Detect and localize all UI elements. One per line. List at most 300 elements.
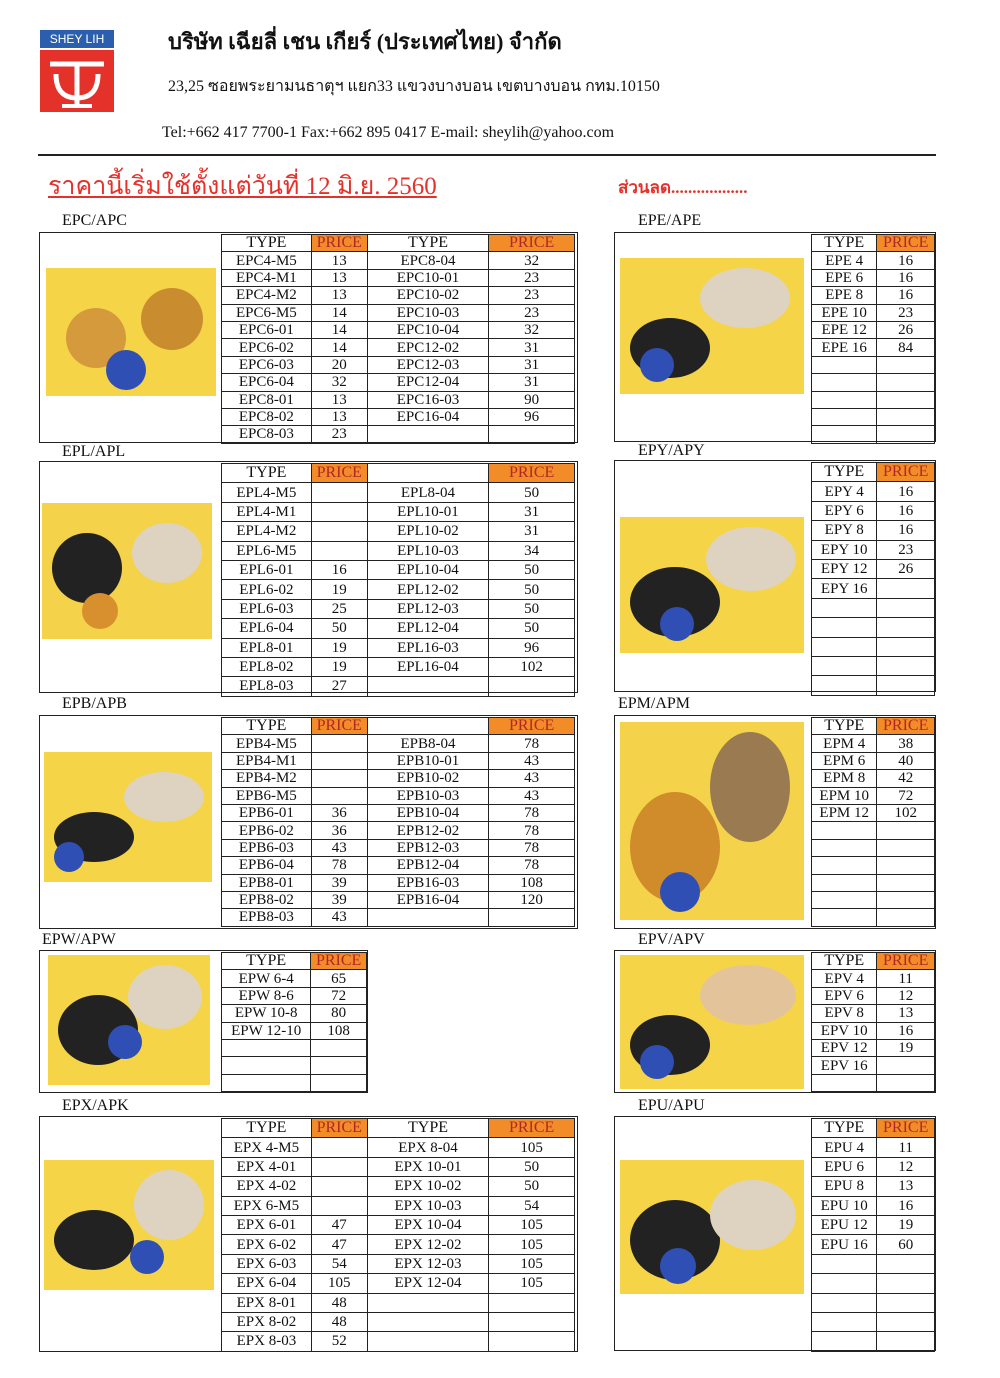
table-row xyxy=(222,677,575,696)
price-cell: 52 xyxy=(311,1332,367,1351)
table-row xyxy=(222,560,575,579)
price-cell: 78 xyxy=(489,839,575,856)
price-cell: 54 xyxy=(311,1254,367,1273)
type-cell: EPL8-03 xyxy=(222,677,312,696)
table-row xyxy=(222,339,575,356)
price-table-epl xyxy=(221,463,575,697)
price-cell xyxy=(877,1274,935,1293)
type-cell: EPX 4-01 xyxy=(222,1157,312,1176)
price-cell: 26 xyxy=(877,321,935,338)
column-header-price: PRICE xyxy=(311,718,367,735)
price-cell: 50 xyxy=(489,483,575,502)
type-cell: EPC10-01 xyxy=(367,269,489,286)
table-row xyxy=(812,339,935,356)
type-cell: EPB8-04 xyxy=(367,735,489,752)
type-cell: EPY 8 xyxy=(812,521,877,540)
price-cell: 43 xyxy=(489,770,575,787)
type-cell: EPB16-03 xyxy=(367,874,489,891)
type-cell: EPL6-01 xyxy=(222,560,312,579)
type-cell: EPB12-02 xyxy=(367,822,489,839)
type-cell: EPV 6 xyxy=(812,987,877,1004)
price-cell xyxy=(877,874,935,891)
type-cell: EPU 10 xyxy=(812,1196,877,1215)
type-cell: EPC4-M5 xyxy=(222,252,312,269)
column-header-price: PRICE xyxy=(877,953,935,970)
price-cell: 31 xyxy=(489,339,575,356)
type-cell: EPC12-03 xyxy=(367,356,489,373)
price-cell: 16 xyxy=(877,269,935,286)
type-cell xyxy=(812,1254,877,1273)
type-cell: EPC10-03 xyxy=(367,304,489,321)
price-cell: 13 xyxy=(311,408,367,425)
type-cell xyxy=(812,637,877,656)
price-table-epe xyxy=(811,234,935,444)
type-cell xyxy=(812,891,877,908)
type-cell: EPB10-03 xyxy=(367,787,489,804)
price-cell: 42 xyxy=(877,770,935,787)
table-row xyxy=(812,287,935,304)
price-cell xyxy=(877,426,935,443)
table-row xyxy=(222,752,575,769)
price-cell xyxy=(311,1196,367,1215)
table-row xyxy=(812,1022,935,1039)
column-header-type: TYPE xyxy=(222,953,311,970)
type-cell: EPM 10 xyxy=(812,787,877,804)
type-cell: EPX 8-01 xyxy=(222,1293,312,1312)
price-cell xyxy=(877,656,935,675)
type-cell xyxy=(367,677,489,696)
price-cell xyxy=(311,787,367,804)
type-cell xyxy=(812,1274,877,1293)
price-cell: 16 xyxy=(311,560,367,579)
table-row xyxy=(812,1274,935,1293)
table-row xyxy=(812,787,935,804)
table-row xyxy=(812,1005,935,1022)
price-cell: 105 xyxy=(311,1274,367,1293)
table-row xyxy=(222,619,575,638)
type-cell: EPL6-M5 xyxy=(222,541,312,560)
type-cell: EPB10-01 xyxy=(367,752,489,769)
table-row xyxy=(222,580,575,599)
price-cell: 43 xyxy=(311,909,367,926)
product-photo-epu xyxy=(620,1160,804,1294)
price-cell: 102 xyxy=(489,657,575,676)
price-cell: 11 xyxy=(877,970,935,987)
table-row xyxy=(812,1235,935,1254)
price-cell: 50 xyxy=(489,1177,575,1196)
column-header-price: PRICE xyxy=(311,1119,367,1138)
price-cell: 19 xyxy=(311,638,367,657)
table-row xyxy=(222,839,575,856)
table-row xyxy=(812,1196,935,1215)
type-cell: EPB10-04 xyxy=(367,804,489,821)
section-label-epe: EPE/APE xyxy=(638,212,702,229)
type-cell: EPB8-02 xyxy=(222,891,312,908)
table-row xyxy=(222,599,575,618)
table-header-row xyxy=(812,1119,935,1138)
table-row xyxy=(222,1312,575,1331)
price-table-epc xyxy=(221,234,575,444)
type-cell xyxy=(812,618,877,637)
type-cell: EPX 12-04 xyxy=(367,1274,489,1293)
table-row xyxy=(222,970,367,987)
type-cell: EPV 10 xyxy=(812,1022,877,1039)
type-cell: EPX 10-01 xyxy=(367,1157,489,1176)
table-row xyxy=(222,269,575,286)
price-cell: 84 xyxy=(877,339,935,356)
type-cell: EPC12-02 xyxy=(367,339,489,356)
price-cell: 40 xyxy=(877,752,935,769)
table-header-row xyxy=(812,463,935,482)
price-cell: 105 xyxy=(489,1138,575,1157)
type-cell: EPL10-01 xyxy=(367,502,489,521)
price-cell: 20 xyxy=(311,356,367,373)
table-row xyxy=(812,1312,935,1331)
price-cell xyxy=(489,1293,575,1312)
table-header-row xyxy=(812,718,935,735)
price-cell xyxy=(311,502,367,521)
price-cell: 13 xyxy=(311,287,367,304)
type-cell: EPV 8 xyxy=(812,1005,877,1022)
section-label-epw: EPW/APW xyxy=(42,931,116,948)
price-cell: 27 xyxy=(311,677,367,696)
product-photo-epb xyxy=(44,752,212,882)
product-photo-epv xyxy=(620,955,804,1089)
price-cell: 43 xyxy=(311,839,367,856)
product-photo-epx xyxy=(44,1160,214,1290)
product-photo-epm xyxy=(620,722,804,920)
type-cell: EPW 12-10 xyxy=(222,1022,311,1039)
price-cell: 13 xyxy=(877,1005,935,1022)
price-cell: 16 xyxy=(877,482,935,501)
type-cell xyxy=(812,857,877,874)
company-address: 23,25 ซอยพระยามนธาตุฯ แยก33 แขวงบางบอน เขตบางบอน กทม.10150 xyxy=(168,78,660,95)
column-header-type: TYPE xyxy=(222,1119,312,1138)
price-cell xyxy=(311,1057,367,1074)
section-label-epv: EPV/APV xyxy=(638,931,705,948)
type-cell: EPB16-04 xyxy=(367,891,489,908)
price-cell xyxy=(877,374,935,391)
column-header-type: TYPE xyxy=(222,235,312,252)
price-cell: 19 xyxy=(311,657,367,676)
price-cell: 72 xyxy=(311,987,367,1004)
column-header-price: PRICE xyxy=(311,464,367,483)
table-row xyxy=(812,321,935,338)
table-row xyxy=(222,657,575,676)
price-cell: 39 xyxy=(311,874,367,891)
type-cell: EPL12-03 xyxy=(367,599,489,618)
type-cell: EPL10-02 xyxy=(367,522,489,541)
price-cell: 16 xyxy=(877,252,935,269)
price-cell: 19 xyxy=(311,580,367,599)
price-cell xyxy=(311,770,367,787)
price-cell xyxy=(877,1057,935,1074)
table-header-row xyxy=(812,953,935,970)
type-cell: EPW 8-6 xyxy=(222,987,311,1004)
price-cell: 11 xyxy=(877,1138,935,1157)
company-logo xyxy=(40,30,114,112)
table-row xyxy=(222,356,575,373)
table-row xyxy=(812,1332,935,1351)
table-row xyxy=(812,1057,935,1074)
table-row xyxy=(812,1293,935,1312)
table-row xyxy=(222,483,575,502)
type-cell: EPL12-02 xyxy=(367,580,489,599)
table-row xyxy=(222,735,575,752)
price-cell xyxy=(877,618,935,637)
table-row xyxy=(222,304,575,321)
price-cell xyxy=(311,1157,367,1176)
price-cell: 25 xyxy=(311,599,367,618)
price-cell xyxy=(877,1293,935,1312)
price-cell xyxy=(877,1332,935,1351)
price-cell xyxy=(877,1312,935,1331)
table-row xyxy=(812,1177,935,1196)
section-label-epb: EPB/APB xyxy=(62,695,127,712)
price-cell xyxy=(877,408,935,425)
table-row xyxy=(812,874,935,891)
price-cell: 72 xyxy=(877,787,935,804)
type-cell: EPV 12 xyxy=(812,1039,877,1056)
column-header-price: PRICE xyxy=(877,718,935,735)
price-cell: 80 xyxy=(311,1005,367,1022)
column-header-price: PRICE xyxy=(489,235,575,252)
type-cell: EPY 6 xyxy=(812,501,877,520)
type-cell: EPX 8-02 xyxy=(222,1312,312,1331)
table-row xyxy=(222,1057,367,1074)
type-cell: EPC6-M5 xyxy=(222,304,312,321)
type-cell: EPB4-M5 xyxy=(222,735,312,752)
type-cell: EPM 6 xyxy=(812,752,877,769)
price-cell: 13 xyxy=(311,252,367,269)
column-header-type: TYPE xyxy=(812,235,877,252)
price-cell: 14 xyxy=(311,339,367,356)
price-cell: 108 xyxy=(489,874,575,891)
price-cell: 13 xyxy=(311,391,367,408)
price-cell xyxy=(877,676,935,695)
type-cell: EPC6-02 xyxy=(222,339,312,356)
price-cell: 47 xyxy=(311,1235,367,1254)
section-label-epx: EPX/APK xyxy=(62,1097,129,1114)
price-cell: 50 xyxy=(489,619,575,638)
type-cell: EPC16-03 xyxy=(367,391,489,408)
type-cell: EPC6-01 xyxy=(222,321,312,338)
type-cell xyxy=(812,426,877,443)
price-cell xyxy=(877,598,935,617)
table-row xyxy=(812,1074,935,1091)
type-cell: EPC6-04 xyxy=(222,374,312,391)
price-cell: 31 xyxy=(489,356,575,373)
price-cell: 14 xyxy=(311,304,367,321)
type-cell: EPL6-02 xyxy=(222,580,312,599)
column-header-type: TYPE xyxy=(812,718,877,735)
table-row xyxy=(812,374,935,391)
table-row xyxy=(222,1215,575,1234)
table-row xyxy=(812,1039,935,1056)
type-cell: EPX 6-04 xyxy=(222,1274,312,1293)
price-cell: 43 xyxy=(489,752,575,769)
price-cell: 16 xyxy=(877,521,935,540)
type-cell xyxy=(812,1312,877,1331)
price-cell: 32 xyxy=(489,252,575,269)
type-cell: EPB6-01 xyxy=(222,804,312,821)
price-cell: 60 xyxy=(877,1235,935,1254)
price-cell xyxy=(311,752,367,769)
table-row xyxy=(222,1177,575,1196)
price-cell: 96 xyxy=(489,408,575,425)
type-cell: EPC8-02 xyxy=(222,408,312,425)
column-header-type xyxy=(367,464,489,483)
price-cell xyxy=(311,522,367,541)
price-cell xyxy=(311,1138,367,1157)
price-cell xyxy=(877,356,935,373)
product-photo-epc xyxy=(46,268,216,396)
type-cell: EPB6-02 xyxy=(222,822,312,839)
type-cell xyxy=(222,1074,311,1091)
type-cell: EPL8-02 xyxy=(222,657,312,676)
price-cell: 43 xyxy=(489,787,575,804)
price-cell: 105 xyxy=(489,1215,575,1234)
price-cell: 39 xyxy=(311,891,367,908)
company-name: บริษัท เฉียลี่ เชน เกียร์ (ประเทศไทย) จำกัด xyxy=(168,29,562,54)
type-cell xyxy=(812,839,877,856)
price-cell xyxy=(877,891,935,908)
table-row xyxy=(812,987,935,1004)
price-cell: 50 xyxy=(489,580,575,599)
price-cell: 13 xyxy=(877,1177,935,1196)
table-header-row xyxy=(222,464,575,483)
column-header-price: PRICE xyxy=(489,718,575,735)
column-header-price: PRICE xyxy=(877,1119,935,1138)
price-cell: 23 xyxy=(877,540,935,559)
table-row xyxy=(812,304,935,321)
column-header-type: TYPE xyxy=(812,463,877,482)
column-header-type: TYPE xyxy=(222,718,312,735)
type-cell: EPL4-M2 xyxy=(222,522,312,541)
table-row xyxy=(812,656,935,675)
price-cell: 23 xyxy=(877,304,935,321)
price-cell: 78 xyxy=(489,735,575,752)
type-cell: EPX 6-02 xyxy=(222,1235,312,1254)
price-cell: 13 xyxy=(311,269,367,286)
table-row xyxy=(222,1196,575,1215)
type-cell: EPC8-03 xyxy=(222,426,312,443)
type-cell xyxy=(812,1293,877,1312)
type-cell: EPV 4 xyxy=(812,970,877,987)
price-table-epv xyxy=(811,952,935,1092)
price-cell xyxy=(311,1177,367,1196)
price-cell xyxy=(489,909,575,926)
section-label-epc: EPC/APC xyxy=(62,212,127,229)
discount-label: ส่วนลด.................. xyxy=(618,178,748,197)
table-row xyxy=(812,391,935,408)
price-cell xyxy=(489,1312,575,1331)
price-cell: 78 xyxy=(489,822,575,839)
table-row xyxy=(222,804,575,821)
type-cell: EPV 16 xyxy=(812,1057,877,1074)
type-cell: EPL12-04 xyxy=(367,619,489,638)
type-cell: EPB4-M1 xyxy=(222,752,312,769)
table-row xyxy=(812,521,935,540)
type-cell: EPL4-M5 xyxy=(222,483,312,502)
type-cell xyxy=(812,374,877,391)
table-row xyxy=(222,1274,575,1293)
price-cell: 26 xyxy=(877,559,935,578)
type-cell xyxy=(367,1312,489,1331)
table-row xyxy=(812,1215,935,1234)
type-cell: EPM 8 xyxy=(812,770,877,787)
type-cell: EPY 16 xyxy=(812,579,877,598)
type-cell: EPX 10-03 xyxy=(367,1196,489,1215)
header-divider xyxy=(38,154,936,156)
type-cell: EPX 6-03 xyxy=(222,1254,312,1273)
table-row xyxy=(222,638,575,657)
logo-text: SHEY LIH xyxy=(40,30,114,48)
price-cell xyxy=(877,909,935,926)
type-cell: EPL16-03 xyxy=(367,638,489,657)
price-cell: 16 xyxy=(877,1196,935,1215)
type-cell: EPC6-03 xyxy=(222,356,312,373)
price-effective-date: ราคานี้เริ่มใช้ตั้งแต่วันที่ 12 มิ.ย. 2560 xyxy=(48,173,437,200)
type-cell: EPL8-01 xyxy=(222,638,312,657)
type-cell: EPY 10 xyxy=(812,540,877,559)
price-cell xyxy=(877,839,935,856)
price-cell: 34 xyxy=(489,541,575,560)
table-row xyxy=(812,356,935,373)
type-cell: EPE 12 xyxy=(812,321,877,338)
table-row xyxy=(222,426,575,443)
table-row xyxy=(222,408,575,425)
table-row xyxy=(222,1293,575,1312)
table-row xyxy=(222,1254,575,1273)
column-header-type: TYPE xyxy=(812,953,877,970)
table-row xyxy=(812,579,935,598)
type-cell: EPM 4 xyxy=(812,735,877,752)
price-cell: 19 xyxy=(877,1215,935,1234)
price-cell xyxy=(877,391,935,408)
price-cell: 78 xyxy=(311,857,367,874)
table-row xyxy=(812,857,935,874)
type-cell: EPX 8-03 xyxy=(222,1332,312,1351)
type-cell: EPU 6 xyxy=(812,1157,877,1176)
type-cell: EPL8-04 xyxy=(367,483,489,502)
type-cell xyxy=(367,909,489,926)
type-cell: EPC4-M2 xyxy=(222,287,312,304)
type-cell: EPX 6-M5 xyxy=(222,1196,312,1215)
type-cell: EPW 6-4 xyxy=(222,970,311,987)
type-cell: EPX 4-M5 xyxy=(222,1138,312,1157)
price-cell: 50 xyxy=(489,1157,575,1176)
table-row xyxy=(222,787,575,804)
column-header-type: TYPE xyxy=(367,1119,489,1138)
price-cell xyxy=(489,677,575,696)
type-cell: EPM 12 xyxy=(812,804,877,821)
price-cell: 102 xyxy=(877,804,935,821)
type-cell: EPL4-M1 xyxy=(222,502,312,521)
price-cell: 105 xyxy=(489,1254,575,1273)
type-cell: EPU 16 xyxy=(812,1235,877,1254)
table-row xyxy=(222,522,575,541)
column-header-price: PRICE xyxy=(489,1119,575,1138)
type-cell: EPB6-M5 xyxy=(222,787,312,804)
type-cell: EPC8-04 xyxy=(367,252,489,269)
type-cell xyxy=(222,1057,311,1074)
type-cell: EPB6-04 xyxy=(222,857,312,874)
price-cell: 19 xyxy=(877,1039,935,1056)
type-cell: EPC8-01 xyxy=(222,391,312,408)
price-cell: 31 xyxy=(489,502,575,521)
table-row xyxy=(812,839,935,856)
